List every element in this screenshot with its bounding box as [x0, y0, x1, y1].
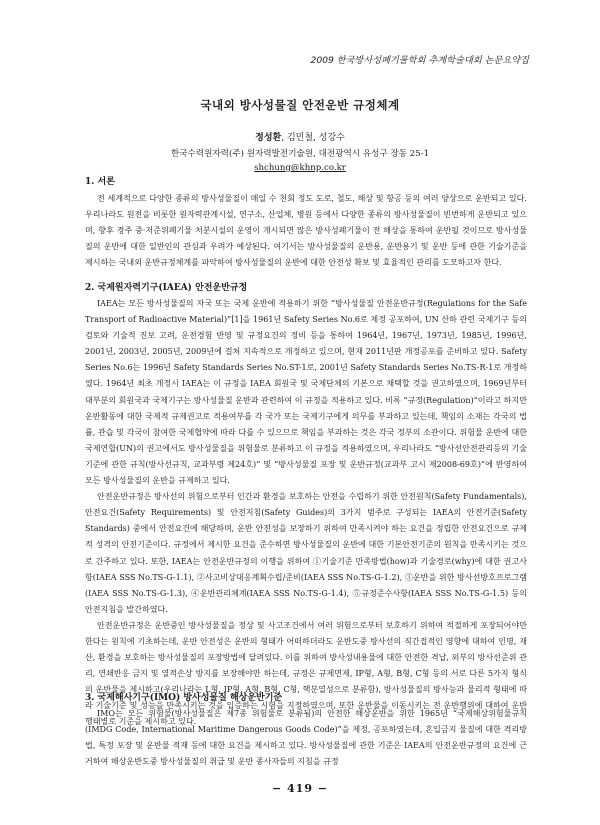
section-3-paragraph-1: IMO는 모든 위험물(방사성물질은 제7종 위험물로 분류됨)의 안전한 해상운반을 위한 1965년 “국제해상위험물규칙(IMDG Code, International Maritime Dangerous Goods Code)”을 제정, 공포하였는데, 혼입금지 물질에 대한 격리방법, 특정 포장 및 운반물 적재 등에 대한 요건을 제시하고 있다. 방사성물질에 관한 기준은 IAEA의 안전운반규정의 요건에 근거하여 해상운반도중 방사성물질의 취급 및 운반 종사자들의 지침을 규정	[85, 709, 527, 767]
section-3-body	[85, 706, 527, 770]
section-2-paragraph-3: 안전운반규정은 운반중인 방사성물질을 정상 및 사고조건에서 여러 위험으로부터 보호하기 위하여 적절하게 포장되어야만 한다는 원칙에 기초하는데, 운반 안전성은 운반의 형태가 어떠하더라도 운반도중 방사선의 직간접적인 영향에 대하여 인명, 재산, 환경을 보호하는 방사성물질의 포장방법에 달려있다. 이를 위하여 방사성내용물에 대한 안전한 격납, 외부의 방사선준위 관리, 연쇄반응 금지 및 열적손상 방지를 보장해야만 하는데, 규정은 규제면제, IP형, A형, B형, C형 등의 서로 다른 5가지 형식의 운반물을 제시하고(우리나라는 L형, IP형, A형, B형, C형, 핵분열성으로 분류함), 방사성물질의 방사능과 물리적 형태에 따라 기술기준 및 성능을 만족시키는 것을 입증하는 시험을 지정하였으며, 또한 운반물을 이동시키는 전 운반행위에 대하여 운반행태별로 기준을 제시하고 있다.	[85, 620, 527, 727]
co-authors: , 김민철, 성강수	[281, 133, 345, 143]
section-1-heading: 1. 서론	[85, 177, 115, 187]
section-2-paragraph-1: IAEA는 모든 방사성물질의 자국 또는 국제 운반에 적용하기 위한 “방사성물질 안전운반규정(Regulations for the Safe Transport of Radioactive Material)”[1]을 1961년 Safety Series No.6로 제정 공포하여, UN 산하 관련 국제기구 등의 검토와 기술적 진보 고려, 운전경험 반영 및 규정요건의 정비 등을 통하여 1964년, 1967년, 1973년, 1985년, 1996년, 2001년, 2003년, 2005년, 2009년에 걸쳐 지속적으로 개정하고 있으며, 현재 2011년판 개정공포를 준비하고 있다. Safety Series No.6는 1996년 Safety Standards Series No.ST-1로, 2001년 Safety Standards Series No.TS-R-1로 개정하였다. 1964년 최초 개정시 IAEA는 이 규정을 IAEA 회원국 및 국제단체의 기본으로 채택할 것을 권고하였으며, 1969년부터 대부분의 회원국과 국제기구는 방사성물질 운반과 관련하여 이 규정을 적용하고 있다. 비록 “규정(Regulation)”이라고 하지만 운반활동에 대한 국제적 규제권고로 적용여부를 각 국가 또는 국제기구에게 의무를 부과하고 있는데, 책임의 소재는 각국의 법률, 관습 및 각국이 참여한 국제협약에 따라 다를 수 있으므로 책임을 부과하는 것은 각국 정부의 소관이다. 위험물 운반에 대한 국제연합(UN)의 권고에서도 방사성물질을 위험물로 분류하고 이 규정을 적용하였으며, 우리나라도 “방사선안전관리등의 기술기준에 관한 규칙(방사선규칙, 교과부령 제24호)” 및 “방사성물질 포장 및 운반규정(교과부 고시 제2008-69호)”에 반영하여 모든 방사성물질의 운반을 규제하고 있다.	[85, 299, 527, 486]
author-email	[0, 163, 600, 173]
author-list	[0, 130, 600, 143]
section-3-heading: 3. 국제해사기구(IMO) 방사성물질 해상운반기준	[85, 693, 283, 703]
author-affiliation: 한국수력원자력(주) 원자력발전기술원, 대전광역시 유성구 장동 25-1	[170, 149, 430, 159]
section-1-body	[85, 191, 527, 271]
section-2-paragraph-2: 안전운반규정은 방사선의 위험으로부터 인간과 환경을 보호하는 안전을 수립하기 위한 안전원칙(Safety Fundamentals), 안전요건(Safety Requirements) 및 안전지침(Safety Guides)의 3가지 범주로 구성되는 IAEA의 안전기준(Safety Standards) 중에서 안전요건에 해당하며, 운반 안전성을 보장하기 위하여 만족시켜야 하는 요건을 정립한 안전요건으로 규제적 성격의 안전기준이다. 규정에서 제시한 요건을 준수하면 방사성물질의 운반에 대한 기본안전기준의 원칙을 만족시키는 것으로 간주하고 있다. 또한, IAEA는 안전운반규정의 이행을 위하여 ①기술기준 만족방법(how)과 기술경로(why)에 대한 권고사항(IAEA SSS No.TS-G-1.1), ②사고비상대응계획수립/준비(IAEA SSS No.TS-G-1.2), ③운반을 위한 방사선방호프로그램(IAEA SSS No.TS-G-1.3), ④운반관리체계(IAEA SSS No.TS-G-1.4), ⑤규정준수사항(IAEA SSS No.TS-G-1.5) 등의 안전지침을 발간하였다.	[85, 492, 527, 614]
paper-title: 국내외 방사성물질 안전운반 규정체계	[200, 98, 400, 112]
presenting-author: 정성환	[255, 133, 282, 143]
email-address: shchung@khnp.co.kr	[254, 163, 346, 173]
section-1-paragraph-1: 전 세계적으로 다양한 종류의 방사성물질이 매일 수 천회 정도 도로, 철도, 해상 및 항공 등의 여러 양상으로 운반되고 있다. 우리나라도 원전을 비롯한 원자력관계시설, 연구소, 산업체, 병원 등에서 다양한 종류의 방사성물질이 빈번하게 운반되고 있으며, 향후 경주 중·저준위폐기물 처분시설의 운영이 개시되면 많은 방사성폐기물이 전 해상을 통하여 운반될 것이므로 방사성물질의 운반에 대한 일반인의 관심과 우려가 예상된다. 여기서는 방사성물질의 운반용, 운반용기 및 운반 등에 관한 기술기준을 제시하는 국내외 운반규정체계를 파악하여 방사성물질의 운반에 대한 안전성 확보 및 효율적인 관리를 도모하고자 한다.	[85, 194, 527, 268]
section-2-heading: 2. 국제원자력기구(IAEA) 안전운반규정	[85, 283, 248, 293]
running-header: 2009 한국방사성폐기물학회 추계학술대회 논문요약집	[310, 55, 529, 66]
page-number: − 419 −	[271, 782, 329, 795]
